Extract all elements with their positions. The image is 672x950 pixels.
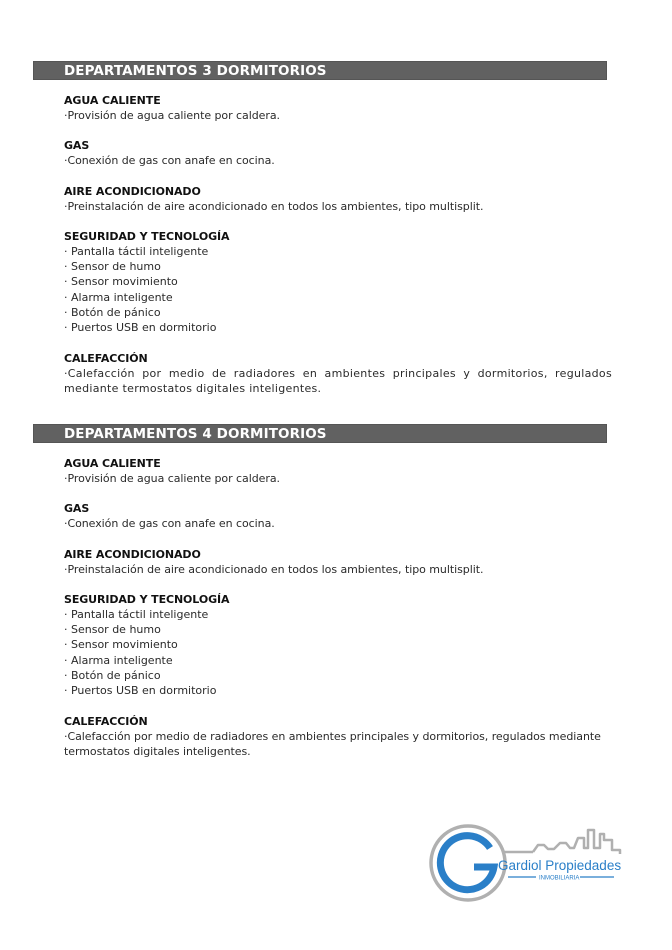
item-text: ·Calefacción por medio de radiadores en ambientes principales y dormitorios, regulados mediante termostatos digitales inteligentes. xyxy=(64,366,612,395)
item-title: SEGURIDAD Y TECNOLOGÍA xyxy=(64,229,230,243)
item-aire-acondicionado xyxy=(64,184,612,214)
item-title: CALEFACCIÓN xyxy=(64,351,148,365)
item-seguridad-tecnologia xyxy=(64,229,612,336)
list-item: · Botón de pánico xyxy=(64,306,161,320)
list-item: · Botón de pánico xyxy=(64,669,161,683)
list-item: · Pantalla táctil inteligente xyxy=(64,244,209,258)
item-text: ·Conexión de gas con anafe en cocina. xyxy=(64,517,275,531)
section-title: DEPARTAMENTOS 3 DORMITORIOS xyxy=(64,63,327,79)
item-title: SEGURIDAD Y TECNOLOGÍA xyxy=(64,592,230,606)
item-seguridad-tecnologia xyxy=(64,592,612,699)
section-header-3-dormitorios xyxy=(33,61,607,80)
item-agua-caliente xyxy=(64,93,612,123)
item-gas xyxy=(64,501,612,531)
list-item: · Sensor movimiento xyxy=(64,275,178,289)
logo-name: Gardiol Propiedades xyxy=(498,858,622,873)
section-header-4-dormitorios xyxy=(33,424,607,443)
list-item: · Sensor de humo xyxy=(64,623,161,637)
list-item: · Puertos USB en dormitorio xyxy=(64,321,217,335)
item-text: ·Provisión de agua caliente por caldera. xyxy=(64,109,280,122)
item-agua-caliente xyxy=(64,456,612,486)
list-item: · Alarma inteligente xyxy=(64,653,173,667)
item-title: CALEFACCIÓN xyxy=(64,714,148,728)
list-item: · Sensor de humo xyxy=(64,260,161,274)
item-title: GAS xyxy=(64,139,90,153)
item-aire-acondicionado xyxy=(64,547,612,577)
section-title: DEPARTAMENTOS 4 DORMITORIOS xyxy=(64,426,327,442)
list-item: · Alarma inteligente xyxy=(64,290,173,304)
item-calefaccion xyxy=(64,714,612,760)
item-title: GAS xyxy=(64,502,90,516)
item-text: ·Conexión de gas con anafe en cocina. xyxy=(64,154,275,168)
item-text: ·Provisión de agua caliente por caldera. xyxy=(64,472,280,485)
logo-subtitle: INMOBILIARIA xyxy=(539,875,580,882)
list-item: · Puertos USB en dormitorio xyxy=(64,684,217,698)
item-title: AGUA CALIENTE xyxy=(64,94,161,107)
item-title: AGUA CALIENTE xyxy=(64,457,161,470)
item-title: AIRE ACONDICIONADO xyxy=(64,547,201,561)
company-logo xyxy=(428,820,628,905)
item-title: AIRE ACONDICIONADO xyxy=(64,184,201,198)
item-text: ·Calefacción por medio de radiadores en ambientes principales y dormitorios, regulados mediante termostatos digitales inteligentes. xyxy=(64,729,601,758)
section-content-3-dormitorios xyxy=(64,93,612,411)
item-gas xyxy=(64,138,612,168)
item-calefaccion xyxy=(64,351,612,397)
list-item: · Pantalla táctil inteligente xyxy=(64,607,209,621)
item-text: ·Preinstalación de aire acondicionado en todos los ambientes, tipo multisplit. xyxy=(64,199,484,213)
list-item: · Sensor movimiento xyxy=(64,638,178,652)
logo-graphic xyxy=(428,820,628,905)
section-content-4-dormitorios xyxy=(64,456,612,774)
item-text: ·Preinstalación de aire acondicionado en todos los ambientes, tipo multisplit. xyxy=(64,562,484,576)
